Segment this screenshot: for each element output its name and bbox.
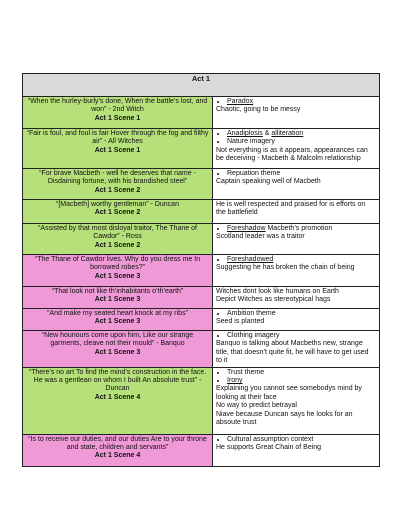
bullet-item [227, 256, 376, 264]
act-notes-table [22, 73, 380, 467]
quote-text: “Fair is foul, and foul is fair Hover through the fog and filthy air” - All Witches [26, 130, 209, 146]
scene-label: Act 1 Scene 2 [94, 186, 141, 194]
analysis-text: Explaining you cannot see somebodys mind by looking at their face [216, 385, 362, 401]
analysis-cell [213, 224, 380, 255]
quote-text: “New hounours come upon him, Like our strange garments, cleave not their mould” - Banquo [41, 332, 194, 348]
analysis-cell [213, 287, 380, 309]
bullet-item [227, 377, 376, 385]
table-body [23, 97, 380, 467]
analysis-cell [213, 129, 380, 169]
quote-cell [23, 129, 213, 169]
scene-label: Act 1 Scene 3 [94, 318, 141, 326]
analysis-text: Depict Witches as stereotypical hags [216, 296, 331, 304]
bullet-item [227, 98, 376, 106]
analysis-cell [213, 434, 380, 466]
table-row [23, 287, 380, 309]
bullet-item [227, 369, 376, 377]
underlined-term: Irony [227, 377, 243, 385]
underlined-term: Anadiplosis [227, 130, 263, 137]
underlined-term: Paradox [227, 98, 254, 105]
analysis-cell [213, 255, 380, 287]
quote-cell [23, 367, 213, 434]
table-row [23, 434, 380, 466]
bullet-text: Trust theme [227, 368, 265, 376]
scene-label: Act 1 Scene 4 [94, 452, 141, 460]
bullet-rest: Macbeth’s promotion [265, 225, 333, 232]
table-row [23, 309, 380, 331]
quote-cell [23, 224, 213, 255]
bullet-item [227, 130, 376, 138]
quote-cell [23, 200, 213, 224]
bullet-text: Repuation theme [227, 170, 281, 177]
bullet-joiner: & [262, 130, 272, 137]
bullet-list [216, 256, 376, 264]
quote-cell [23, 97, 213, 129]
underlined-term: Foreshadowed [227, 256, 274, 263]
act-header: Act 1 [23, 74, 380, 97]
quote-text: “Assisted by that most disloyal traitor, The Thane of Cawdor” - Ross [38, 225, 197, 241]
scene-label: Act 1 Scene 1 [94, 146, 141, 154]
bullet-item [227, 332, 376, 340]
analysis-cell [213, 97, 380, 129]
analysis-text: Niave because Duncan says he looks for an absoute trust [216, 410, 353, 427]
quote-cell [23, 169, 213, 200]
bullet-text: Ambition theme [227, 310, 276, 317]
analysis-text: Scotland leader was a traitor [216, 233, 305, 241]
analysis-cell [213, 169, 380, 200]
table-row [23, 331, 380, 368]
quote-cell [23, 287, 213, 309]
analysis-text: He supports Great Chain of Being [216, 444, 322, 452]
table-row [23, 255, 380, 287]
bullet-item [227, 138, 376, 146]
quote-text: “That look not like th’inhabitants o’th’earth” [51, 288, 184, 295]
scene-label: Act 1 Scene 1 [94, 114, 141, 122]
table-row [23, 97, 380, 129]
bullet-list [216, 310, 376, 318]
bullet-list [216, 130, 376, 147]
analysis-text: Captain speaking well of Macbeth [216, 178, 321, 186]
quote-cell [23, 255, 213, 287]
table-row [23, 367, 380, 434]
analysis-cell [213, 309, 380, 331]
bullet-item [227, 225, 376, 233]
quote-cell [23, 331, 213, 368]
scene-label: Act 1 Scene 2 [94, 209, 141, 217]
analysis-text: Chaotic, going to be messy [216, 106, 301, 114]
analysis-text: Witches dont look like humans on Earth [216, 288, 339, 295]
bullet-list [216, 98, 376, 106]
analysis-text: No way to predict betrayal [216, 402, 297, 410]
bullet-item [227, 310, 376, 318]
bullet-list [216, 332, 376, 340]
table-row [23, 224, 380, 255]
scene-label: Act 1 Scene 3 [94, 348, 141, 356]
scene-label: Act 1 Scene 4 [94, 393, 141, 401]
table-row [23, 129, 380, 169]
bullet-item [227, 170, 376, 178]
scene-label: Act 1 Scene 2 [94, 241, 141, 249]
analysis-cell [213, 367, 380, 434]
analysis-cell [213, 200, 380, 224]
analysis-cell [213, 331, 380, 368]
quote-text: “The Thane of Cawdor lives. Why do you dress me In borrowed robes?” [34, 256, 201, 272]
analysis-text: Suggesting he has broken the chain of being [216, 264, 355, 272]
scene-label: Act 1 Scene 3 [94, 296, 141, 304]
bullet-text: Cultural assumption context [227, 435, 314, 443]
underlined-term: Foreshadow [227, 225, 266, 232]
bullet-list [216, 170, 376, 178]
scene-label: Act 1 Scene 3 [94, 272, 141, 280]
analysis-text: He is well respected and praised for is efforts on the battlefield [216, 201, 366, 217]
quote-text: “[Macbeth] worthy gentleman” - Duncan [56, 201, 179, 208]
quote-text: “For brave Macbeth - well he deserves that name - Disdaining fortune, with his brandished steel” [39, 170, 196, 186]
analysis-text: Seed is planted [216, 318, 265, 326]
quote-text: “And make my seated heart knock at my ribs” [47, 310, 188, 317]
bullet-text: Nature imagery [227, 138, 275, 146]
quote-cell [23, 434, 213, 466]
bullet-item [227, 436, 376, 444]
quote-text: “When the hurley-burly’s done, When the battle’s lost, and won” - 2nd Witch [27, 98, 208, 114]
quote-cell [23, 309, 213, 331]
analysis-text: Not everything is as it appears, appearances can be deceiving - Macbeth & Malcolm relationship [216, 146, 368, 163]
table-row [23, 200, 380, 224]
table-row [23, 169, 380, 200]
bullet-list [216, 369, 376, 386]
quote-text: “Is to receive our duties, and our duties Are to your throne and state, children and servants” [28, 435, 207, 452]
bullet-text: Clothing imagery [227, 332, 280, 339]
bullet-list [216, 436, 376, 444]
bullet-list [216, 225, 376, 233]
analysis-text: Banquo is talking about Macbeths new, strange title, that doesn’t quite fit, he will have to get used to it [216, 340, 369, 365]
quote-text: “There’s no art To find the mind’s construction in the face. He was a gentlean on whom I built An absolute trust” - Duncan [28, 368, 207, 393]
underlined-term: alliteration [271, 130, 304, 137]
